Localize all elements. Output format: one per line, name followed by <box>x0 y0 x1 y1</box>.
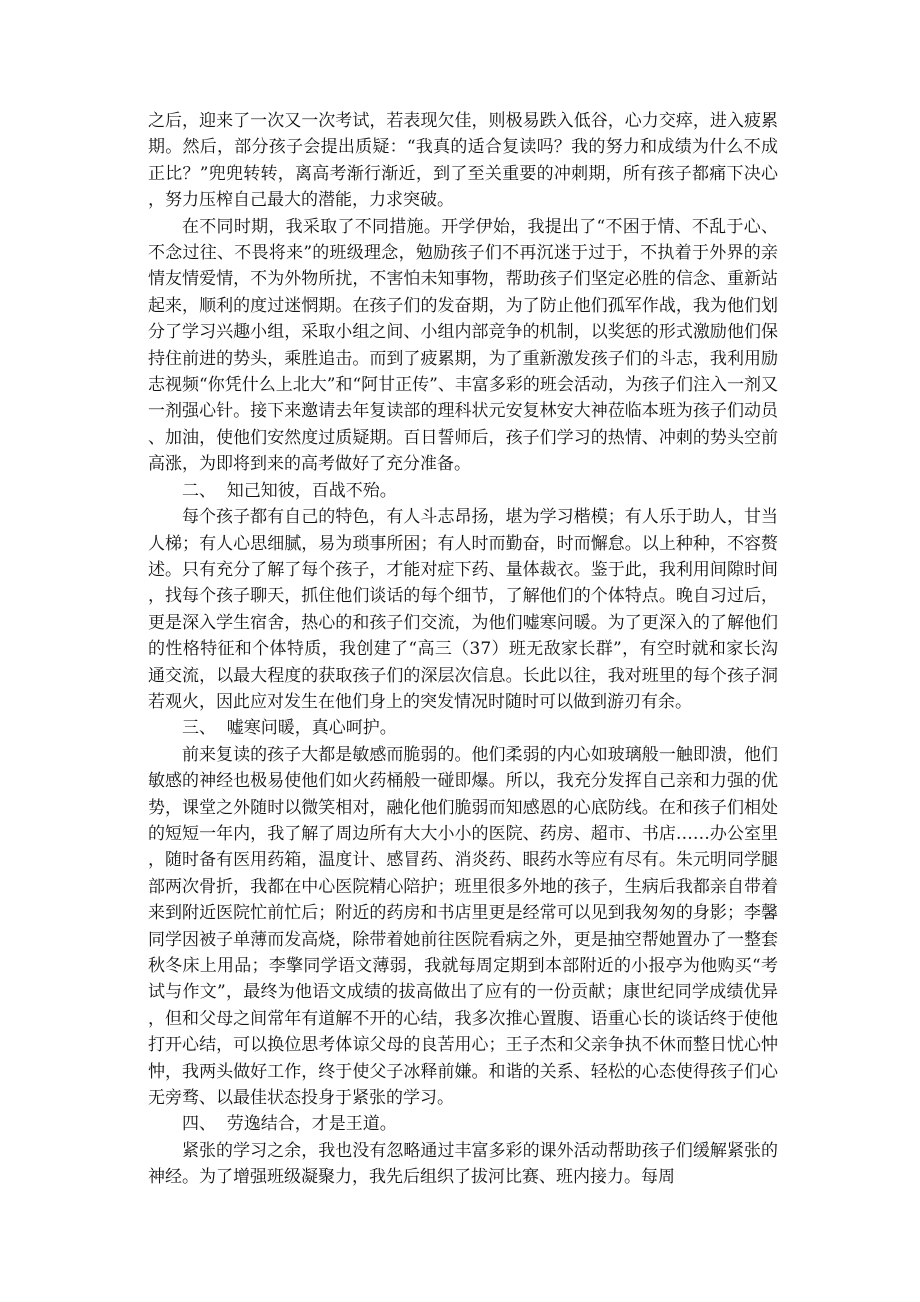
paragraph-measures: 在不同时期，我采取了不同措施。开学伊始，我提出了“不困于情、不乱于心、不念过往、不畏将来”的班级理念，勉励孩子们不再沉迷于过于，不执着于外界的亲情友情爱情，不为外物所扰，不害怕未知事物，帮助孩子们坚定必胜的信念、重新站起来，顺利的度过迷惘期。在孩子们的发奋期，为了防止他们孤军作战，我为他们划分了学习兴趣小组，采取小组之间、小组内部竞争的机制，以奖惩的形式激励他们保持住前进的势头，乘胜追击。而到了疲累期，为了重新激发孩子们的斗志，我利用励志视频“你凭什么上北大”和“阿甘正传”、丰富多彩的班会活动，为孩子们注入一剂又一剂强心针。接下来邀请去年复读部的理科状元安复林安大神莅临本班为孩子们动员、加油，使他们安然度过质疑期。百日誓师后，孩子们学习的热情、冲刺的势头空前高涨，为即将到来的高考做好了充分准备。 <box>148 216 778 475</box>
section-heading-4: 四、 劳逸结合，才是王道。 <box>182 1114 397 1135</box>
paragraph-intro-continuation: 之后，迎来了一次又一次考试，若表现欠佳，则极易跌入低谷，心力交瘁，进入疲累期。然后，部分孩子会提出质疑：“我真的适合复读吗？我的努力和成绩为什么不成正比？”兜兜转转，离高考渐行渐近，到了至关重要的冲刺期，所有孩子都痛下决心，努力压榨自己最大的潜能，力求突破。 <box>148 111 778 211</box>
document-page <box>148 108 778 1191</box>
section-heading-3: 三、 嘘寒问暖，真心呵护。 <box>182 718 397 739</box>
paragraph-care: 前来复读的孩子大都是敏感而脆弱的。他们柔弱的内心如玻璃般一触即溃，他们敏感的神经也极易使他们如火药桶般一碰即爆。所以，我充分发挥自己亲和力强的优势，课堂之外随时以微笑相对，融化他们脆弱而知感恩的心底防线。在和孩子们相处的短短一年内，我了解了周边所有大大小小的医院、药房、超市、书店……办公室里，随时备有医用药箱，温度计、感冒药、消炎药、眼药水等应有尽有。朱元明同学腿部两次骨折，我都在中心医院精心陪护；班里很多外地的孩子，生病后我都亲自带着来到附近医院忙前忙后；附近的药房和书店里更是经常可以见到我匆匆的身影；李馨同学因被子单薄而发高烧，除带着她前往医院看病之外，更是抽空帮她置办了一整套秋冬床上用品；李擎同学语文薄弱，我就每周定期到本部附近的小报亭为他购买“考试与作文”，最终为他语文成绩的拔高做出了应有的一份贡献；康世纪同学成绩优异，但和父母之间常年有道解不开的心结，我多次推心置腹、语重心长的谈话终于使他打开心结，可以换位思考体谅父母的良苦用心；王子杰和父亲争执不休而整日忧心忡忡，我两头做好工作，终于使父子冰释前嫌。和谐的关系、轻松的心态使得孩子们心无旁骛、以最佳状态投身于紧张的学习。 <box>148 744 778 1109</box>
paragraph-balance: 紧张的学习之余，我也没有忽略通过丰富多彩的课外活动帮助孩子们缓解紧张的神经。为了增强班级凝聚力，我先后组织了拔河比赛、班内接力。每周 <box>148 1140 778 1188</box>
section-heading-2: 二、 知己知彼，百战不殆。 <box>182 480 397 501</box>
paragraph-know-students: 每个孩子都有自己的特色，有人斗志昂扬，堪为学习楷模；有人乐于助人，甘当人梯；有人心思细腻，易为琐事所困；有人时而勤奋，时而懈怠。以上种种，不容赘述。只有充分了解了每个孩子，才能对症下药、量体裁衣。鉴于此，我利用间隙时间，找每个孩子聊天，抓住他们谈话的每个细节，了解他们的个体特点。晚自习过后，更是深入学生宿舍，热心的和孩子们交流，为他们嘘寒问暖。为了更深入的了解他们的性格特征和个体特质，我创建了“高三（37）班无敌家长群”，有空时就和家长沟通交流，以最大程度的获取孩子们的深层次信息。长此以往，我对班里的每个孩子洞若观火，因此应对发生在他们身上的突发情况时随时可以做到游刃有余。 <box>148 507 778 712</box>
